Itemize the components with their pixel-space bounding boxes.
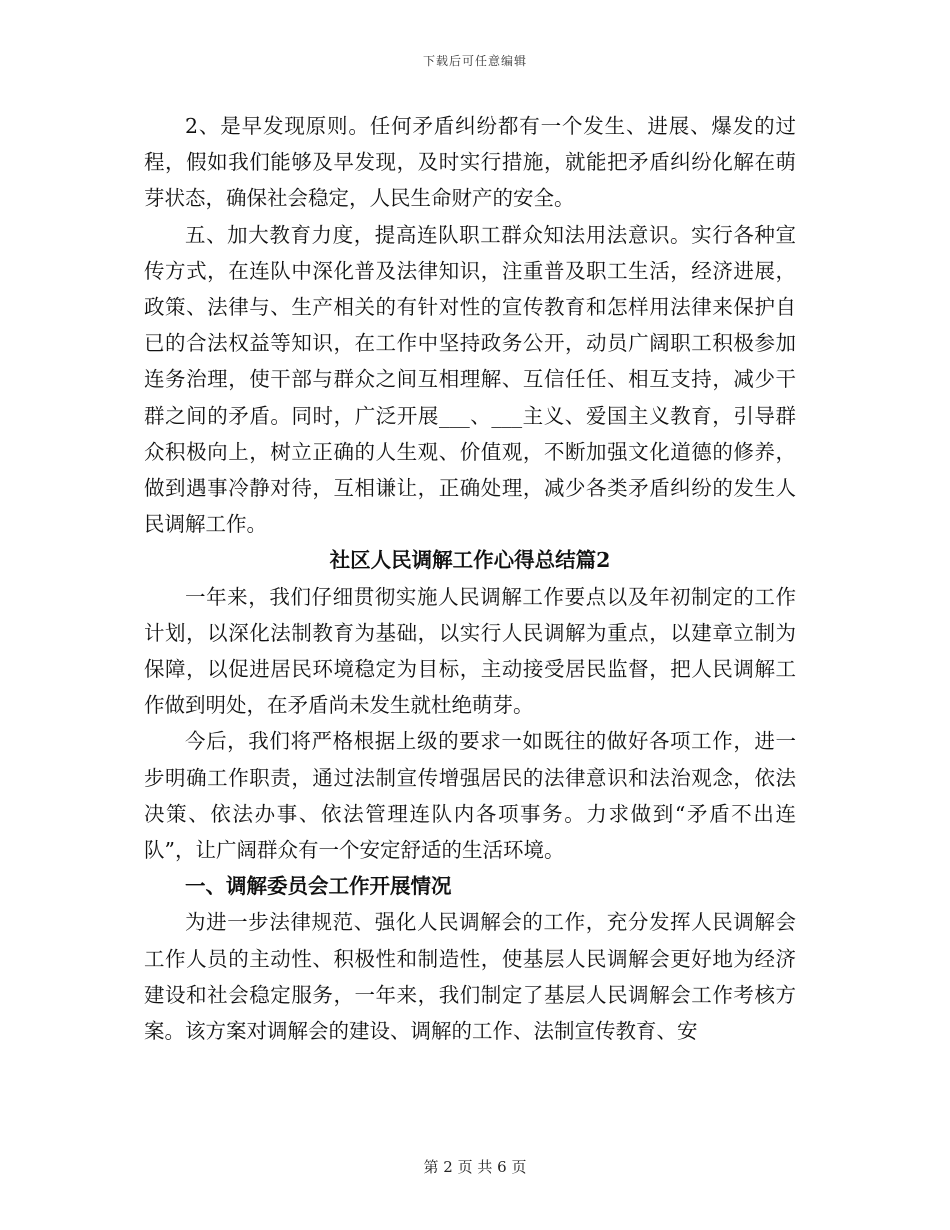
paragraph-year-review: 一年来，我们仔细贯彻实施人民调解工作要点以及年初制定的工作计划，以深化法制教育为基础，以实行人民调解为重点，以建章立制为保障，以促进居民环境稳定为目标，主动接受居民监督，把人民调解工作做到明处，在矛盾尚未发生就杜绝萌芽。 [144, 584, 796, 718]
section-heading: 社区人民调解工作心得总结篇2 [329, 548, 611, 573]
subsection-heading: 一、调解委员会工作开展情况 [185, 874, 452, 899]
page-header: 下载后可任意编辑 [422, 54, 527, 68]
document-body [144, 108, 796, 1049]
paragraph-committee-work: 为进一步法律规范、强化人民调解会的工作，充分发挥人民调解会工作人员的主动性、积极性和制造性，使基层人民调解会更好地为经济建设和社会稳定服务，一年来，我们制定了基层人民调解会工作考核方案。该方案对调解会的建设、调解的工作、法制宣传教育、安 [144, 910, 796, 1044]
paragraph-early-discovery: 2、是早发现原则。任何矛盾纠纷都有一个发生、进展、爆发的过程，假如我们能够及早发现，及时实行措施，就能把矛盾纠纷化解在萌芽状态，确保社会稳定，人民生命财产的安全。 [144, 114, 796, 211]
paragraph-education: 五、加大教育力度，提高连队职工群众知法用法意识。实行各种宣传方式，在连队中深化普及法律知识，注重普及职工生活，经济进展，政策、法律与、生产相关的有针对性的宣传教育和怎样用法律来保护自已的合法权益等知识，在工作中坚持政务公开，动员广阔职工积极参加连务治理，使干部与群众之间互相理解、互信任任、相互支持，减少干群之间的矛盾。同时，广泛开展___、___主义、爱国主义教育，引导群众积极向上，树立正确的人生观、价值观，不断加强文化道德的修养，做到遇事冷静对待，互相谦让，正确处理，减少各类矛盾纠纷的发生人民调解工作。 [144, 222, 796, 537]
page-number-footer: 第 2 页 共 6 页 [423, 1158, 527, 1176]
paragraph-future-plan: 今后，我们将严格根据上级的要求一如既往的做好各项工作，进一步明确工作职责，通过法制宣传增强居民的法律意识和法治观念，依法决策、依法办事、依法管理连队内各项事务。力求做到“矛盾不出连队”，让广阔群众有一个安定舒适的生活环境。 [144, 729, 796, 863]
